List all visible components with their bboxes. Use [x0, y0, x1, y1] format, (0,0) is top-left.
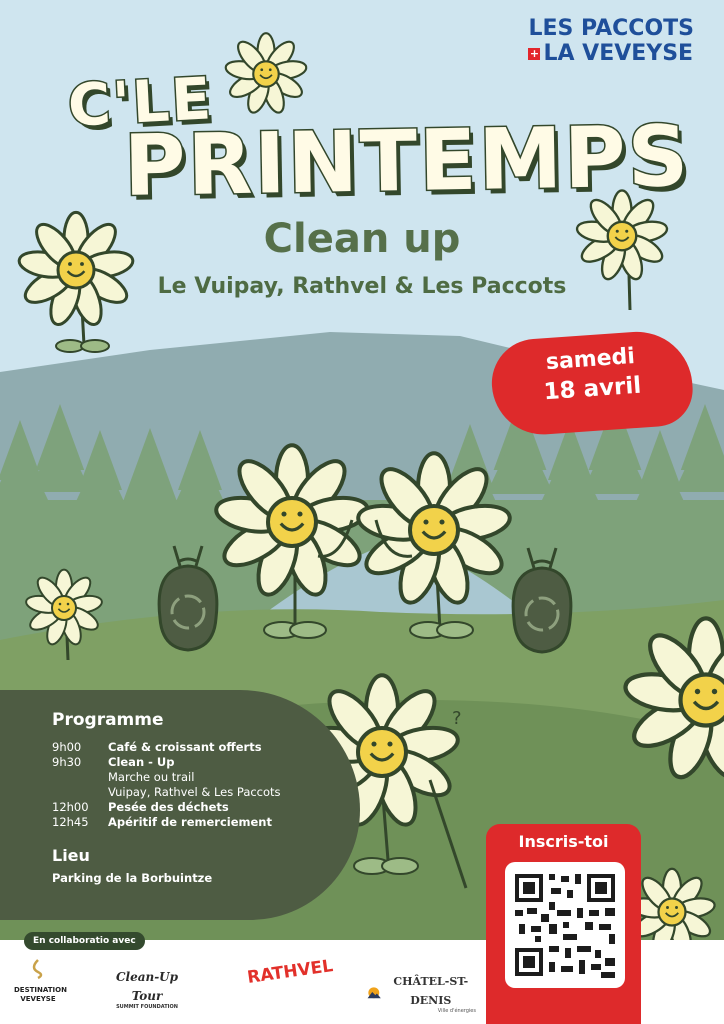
flower-title-deco	[224, 33, 307, 115]
title-line-1: C'LE	[66, 64, 215, 140]
schedule-row	[52, 815, 281, 830]
schedule-detail: Marche ou trail	[108, 770, 195, 784]
brand-line-2-text: LA VEVEYSE	[543, 41, 694, 66]
schedule-time: 12h45	[52, 815, 89, 829]
schedule-detail: Vuipay, Rathvel & Les Paccots	[108, 785, 281, 799]
clean-up-tour-logo	[100, 966, 194, 1010]
rathvel-logo	[230, 956, 350, 988]
program-schedule	[52, 740, 281, 830]
rathvel-text: RATHVEL	[245, 956, 335, 988]
brand-line-2	[528, 41, 694, 66]
schedule-row	[52, 800, 281, 815]
event-places: Le Vuipay, Rathvel & Les Paccots	[157, 274, 567, 299]
chatel-st-denis-text: CHÂTEL-ST-DENIS	[393, 975, 469, 1007]
schedule-activity: Clean - Up	[108, 755, 175, 769]
schedule-time: 9h30	[52, 755, 82, 769]
swirl-icon	[28, 958, 48, 980]
mountain-sun-icon	[366, 984, 382, 1000]
event-subtitle: Clean up	[263, 216, 461, 262]
chatel-st-denis-logo	[366, 970, 476, 1014]
chatel-tagline: Ville d'énergies	[437, 1008, 476, 1014]
clean-up-tour-text: Clean-Up Tour	[115, 970, 179, 1003]
summit-foundation-text: SUMMIT FOUNDATION	[116, 1004, 178, 1010]
schedule-row-detail	[52, 785, 281, 800]
schedule-row	[52, 740, 281, 755]
les-paccots-logo	[528, 16, 694, 66]
date-value: 18 avril	[542, 372, 643, 406]
date-day: samedi	[545, 343, 636, 376]
schedule-time: 9h00	[52, 740, 82, 754]
schedule-activity: Apéritif de remerciement	[108, 815, 272, 829]
title-line-2: PRINTEMPS	[123, 107, 691, 215]
schedule-row	[52, 755, 281, 770]
schedule-activity: Pesée des déchets	[108, 800, 229, 814]
collaboration-label: En collaboratio avec	[24, 932, 145, 950]
lieu-title: Lieu	[52, 846, 90, 865]
brand-line-1: LES PACCOTS	[528, 16, 694, 41]
date-badge	[489, 328, 695, 438]
lieu-value: Parking de la Borbuintze	[52, 871, 213, 885]
schedule-activity: Café & croissant offerts	[108, 740, 262, 754]
schedule-row-detail	[52, 770, 281, 785]
signup-qr-code[interactable]	[505, 862, 625, 988]
program-title: Programme	[52, 710, 164, 730]
signup-label: Inscris-toi	[518, 832, 609, 851]
destination-veveyse-text: DESTINATION VEVEYSE	[14, 986, 67, 1003]
swiss-flag-icon: +	[529, 46, 540, 60]
schedule-time: 12h00	[52, 800, 89, 814]
qr-code-icon	[505, 862, 625, 988]
svg-text:?: ?	[452, 708, 462, 729]
destination-veveyse-logo	[14, 958, 67, 1004]
